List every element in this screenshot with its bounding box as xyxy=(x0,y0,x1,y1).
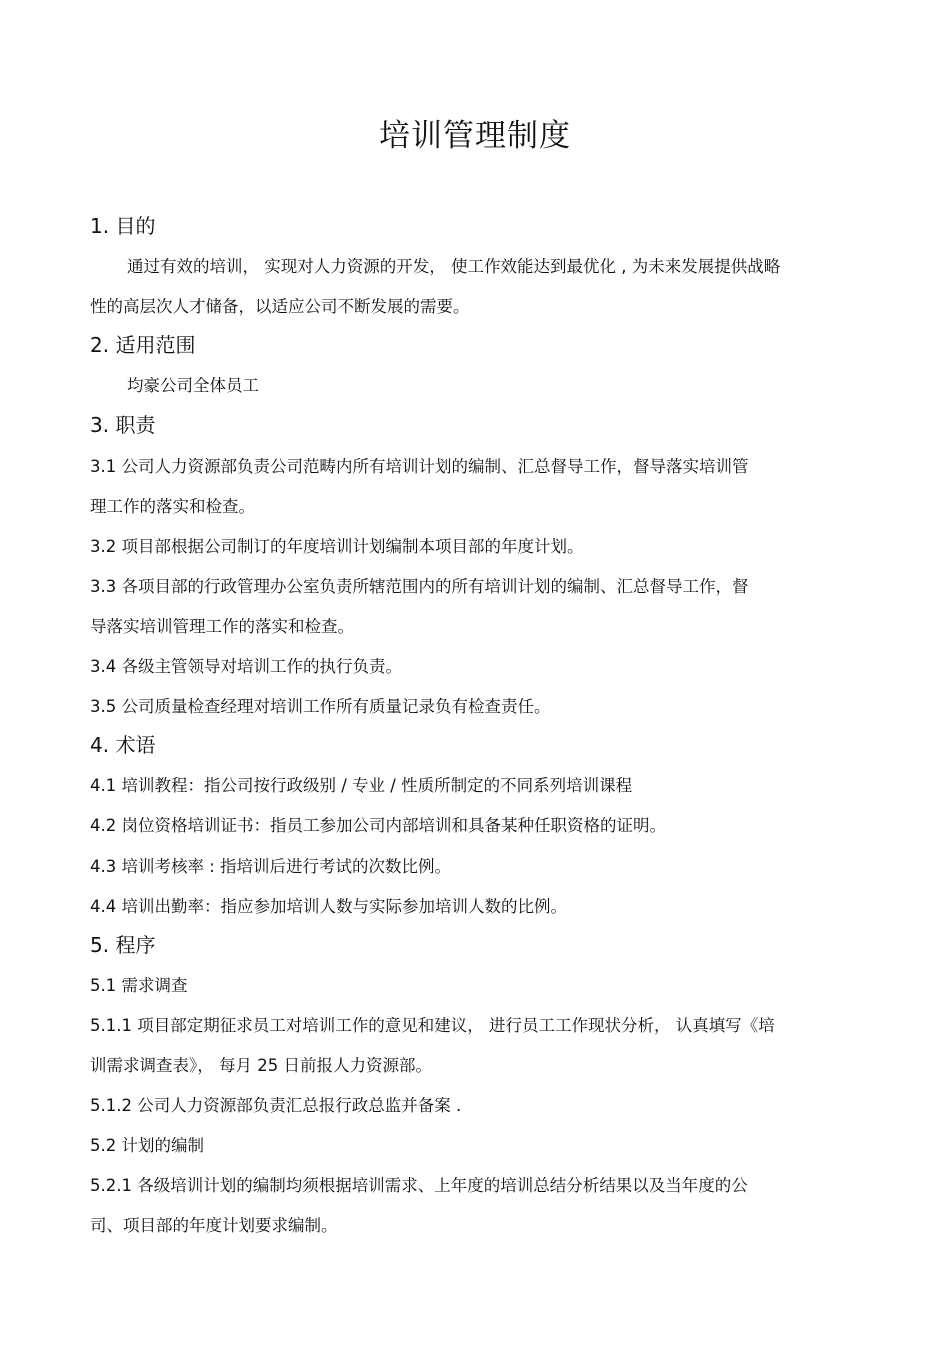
list-item: 4.4 培训出勤率：指应参加培训人数与实际参加培训人数的比例。 xyxy=(90,897,567,916)
paragraph: 性的高层次人才储备，以适应公司不断发展的需要。 xyxy=(90,297,470,316)
list-item: 5.1.2 公司人力资源部负责汇总报行政总监并备案 . xyxy=(90,1096,462,1115)
list-item: 5.1 需求调查 xyxy=(90,976,188,995)
paragraph: 均豪公司全体员工 xyxy=(127,376,259,395)
list-item: 3.1 公司人力资源部负责公司范畴内所有培训计划的编制、汇总督导工作，督导落实培训管 xyxy=(90,457,749,476)
list-item: 4.1 培训教程：指公司按行政级别 / 专业 / 性质所制定的不同系列培训课程 xyxy=(90,776,633,795)
list-item: 3.3 各项目部的行政管理办公室负责所辖范围内的所有培训计划的编制、汇总督导工作，督 xyxy=(90,577,749,596)
list-item: 3.2 项目部根据公司制订的年度培训计划编制本项目部的年度计划。 xyxy=(90,537,584,556)
section-heading-purpose: 1. 目的 xyxy=(90,214,156,238)
list-item-continued: 训需求调查表》， 每月 25 日前报人力资源部。 xyxy=(90,1056,432,1075)
list-item: 5.2 计划的编制 xyxy=(90,1136,204,1155)
list-item: 3.5 公司质量检查经理对培训工作所有质量记录负有检查责任。 xyxy=(90,697,551,716)
list-item-continued: 导落实培训管理工作的落实和检查。 xyxy=(90,617,354,636)
section-heading-scope: 2. 适用范围 xyxy=(90,333,196,357)
list-item: 4.2 岗位资格培训证书：指员工参加公司内部培训和具备某种任职资格的证明。 xyxy=(90,816,666,835)
list-item-continued: 司、项目部的年度计划要求编制。 xyxy=(90,1216,338,1235)
paragraph: 通过有效的培训， 实现对人力资源的开发， 使工作效能达到最优化 , 为未来发展提供战略 xyxy=(127,257,781,276)
list-item: 3.4 各级主管领导对培训工作的执行负责。 xyxy=(90,657,402,676)
section-heading-terms: 4. 术语 xyxy=(90,733,156,757)
list-item: 5.1.1 项目部定期征求员工对培训工作的意见和建议， 进行员工工作现状分析， 认真填写《培 xyxy=(90,1016,775,1035)
page-title: 培训管理制度 xyxy=(379,118,571,154)
section-heading-procedure: 5. 程序 xyxy=(90,933,156,957)
section-heading-responsibilities: 3. 职责 xyxy=(90,413,156,437)
list-item-continued: 理工作的落实和检查。 xyxy=(90,497,255,516)
list-item: 4.3 培训考核率 : 指培训后进行考试的次数比例。 xyxy=(90,857,452,876)
list-item: 5.2.1 各级培训计划的编制均须根据培训需求、上年度的培训总结分析结果以及当年度的公 xyxy=(90,1176,748,1195)
